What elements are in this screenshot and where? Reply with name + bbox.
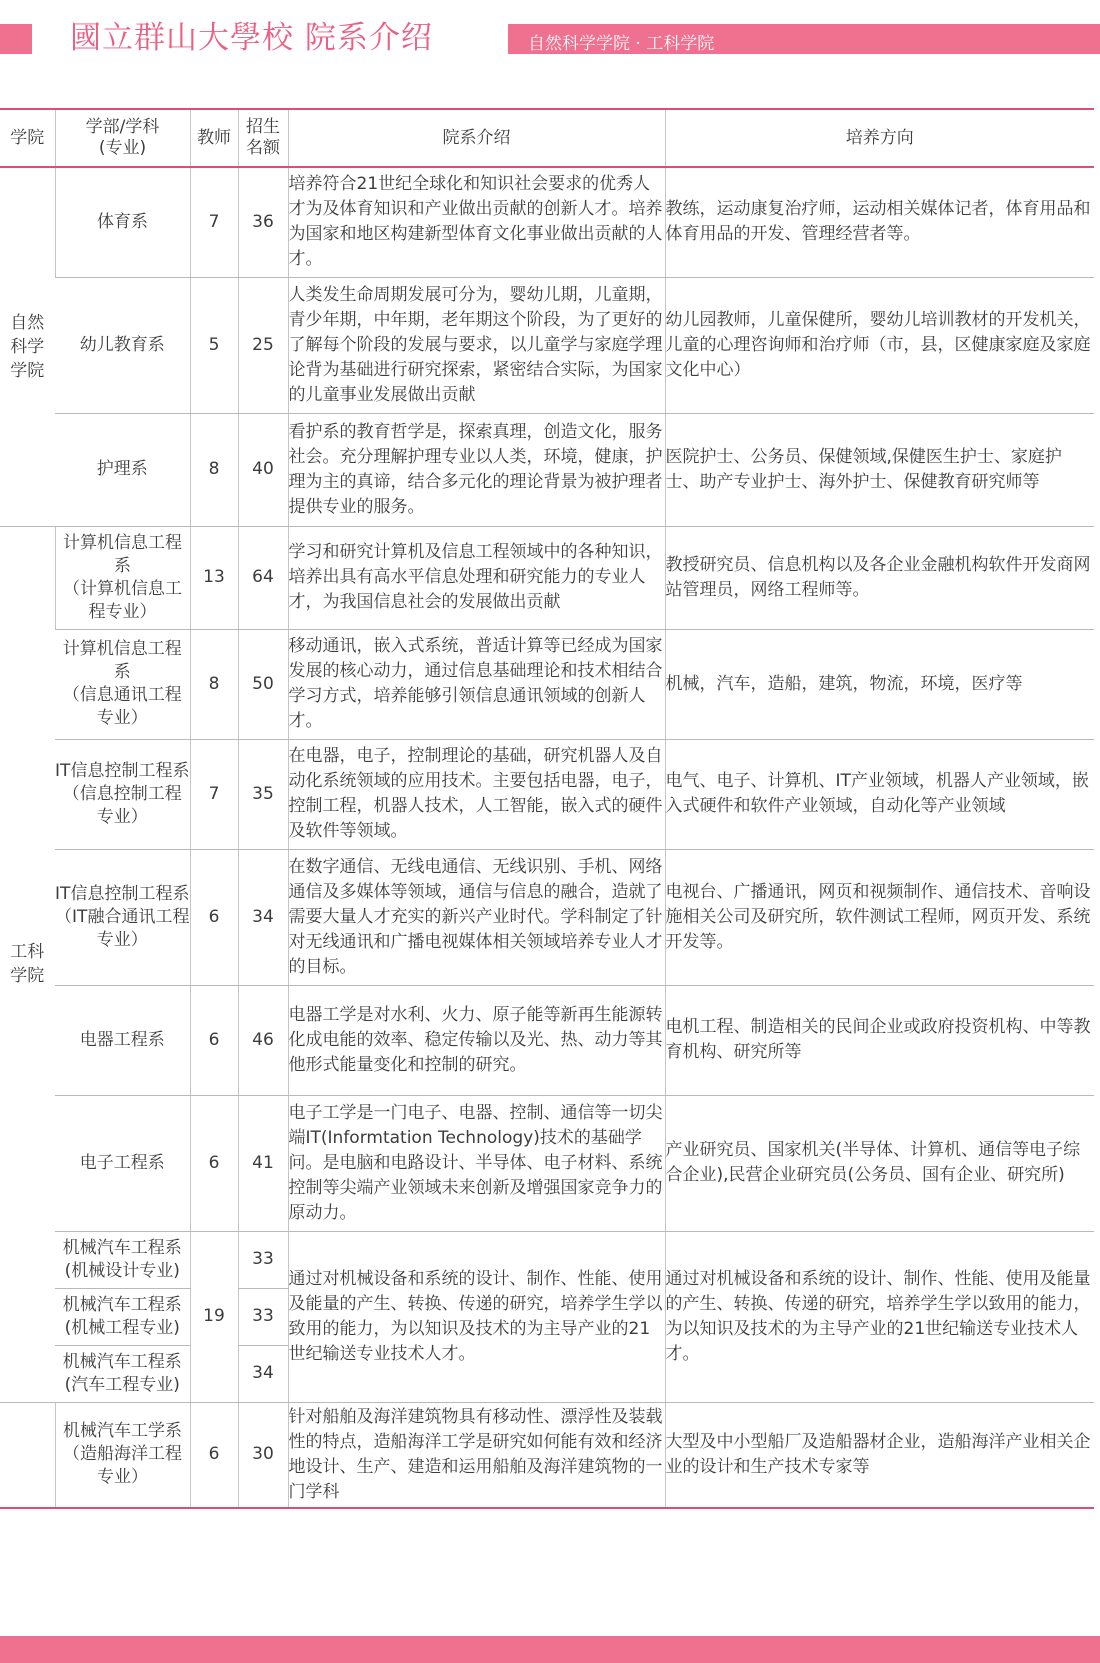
career-direction: 通过对机械设备和系统的设计、制作、性能、使用及能量的产生、转换、传递的研究，培养学生学以致用的能力，为以知识及技术的为主导产业的21世纪输送专业技术人才。 [665, 1231, 1094, 1402]
dept-name: 计算机信息工程系 （计算机信息工程专业） [55, 526, 190, 629]
footer-bar [0, 1636, 1100, 1663]
dept-intro: 通过对机械设备和系统的设计、制作、性能、使用及能量的产生、转换、传递的研究，培养学生学以致用的能力，为以知识及技术的为主导产业的21世纪输送专业技术人才。 [288, 1231, 665, 1402]
quota-count: 33 [238, 1231, 288, 1288]
header-right-bar [508, 24, 1100, 54]
dept-intro: 人类发生命周期发展可分为，婴幼儿期，儿童期，青少年期，中年期，老年期这个阶段，为了更好的了解每个阶段的发展与要求，以儿童学与家庭学理论背为基础进行研究探索，紧密结合实际，为国家的儿童事业发展做出贡献 [288, 277, 665, 413]
header-college: 学院 [0, 109, 55, 167]
header-direction: 培养方向 [665, 109, 1094, 167]
dept-name: IT信息控制工程系 （IT融合通讯工程专业） [55, 849, 190, 985]
dept-name: 机械汽车工程系 (机械工程专业) [55, 1288, 190, 1345]
page-title: 國立群山大學校 院系介绍 [70, 20, 433, 56]
table-row [0, 1095, 1094, 1231]
quota-count: 40 [238, 413, 288, 526]
college-empty [0, 1402, 55, 1508]
career-direction: 电视台、广播通讯，网页和视频制作、通信技术、音响设施相关公司及研究所，软件测试工程师，网页开发、系统开发等。 [665, 849, 1094, 985]
header-dept: 学部/学科 (专业) [55, 109, 190, 167]
table-row [0, 985, 1094, 1095]
career-direction: 电机工程、制造相关的民间企业或政府投资机构、中等教育机构、研究所等 [665, 985, 1094, 1095]
dept-name: 电子工程系 [55, 1095, 190, 1231]
quota-count: 50 [238, 629, 288, 739]
dept-intro: 电子工学是一门电子、电器、控制、通信等一切尖端IT(Informtation Technology)技术的基础学问。是电脑和电路设计、半导体、电子材料、系统控制等尖端产业领域未来创新及增强国家竞争力的原动力。 [288, 1095, 665, 1231]
teacher-count: 8 [190, 629, 238, 739]
teacher-count: 7 [190, 167, 238, 277]
department-table [0, 108, 1094, 1509]
career-direction: 教练，运动康复治疗师，运动相关媒体记者，体育用品和体育用品的开发、管理经营者等。 [665, 167, 1094, 277]
career-direction: 教授研究员、信息机构以及各企业金融机构软件开发商网站管理员，网络工程师等。 [665, 526, 1094, 629]
teacher-count: 19 [190, 1231, 238, 1402]
table-row [0, 1231, 1094, 1288]
college-natural: 自然 科学 学院 [0, 167, 55, 526]
dept-name: 计算机信息工程系 （信息通讯工程专业） [55, 629, 190, 739]
dept-intro: 在电器，电子，控制理论的基础，研究机器人及自动化系统领域的应用技术。主要包括电器，电子，控制工程，机器人技术，人工智能，嵌入式的硬件及软件等领域。 [288, 739, 665, 849]
teacher-count: 7 [190, 739, 238, 849]
header-intro: 院系介绍 [288, 109, 665, 167]
dept-name: 机械汽车工学系 （造船海洋工程专业） [55, 1402, 190, 1508]
career-direction: 电气、电子、计算机、IT产业领域，机器人产业领域，嵌入式硬件和软件产业领域，自动化等产业领域 [665, 739, 1094, 849]
quota-count: 46 [238, 985, 288, 1095]
teacher-count: 6 [190, 1402, 238, 1508]
table-row [0, 849, 1094, 985]
career-direction: 幼儿园教师，儿童保健所，婴幼儿培训教材的开发机关，儿童的心理咨询师和治疗师（市，县，区健康家庭及家庭文化中心） [665, 277, 1094, 413]
dept-name: 护理系 [55, 413, 190, 526]
teacher-count: 8 [190, 413, 238, 526]
table-row [0, 1402, 1094, 1508]
teacher-count: 6 [190, 985, 238, 1095]
header-subtitle: 自然科学学院 · 工科学院 [528, 34, 715, 54]
career-direction: 机械，汽车，造船，建筑，物流，环境，医疗等 [665, 629, 1094, 739]
teacher-count: 6 [190, 849, 238, 985]
table-row [0, 413, 1094, 526]
dept-name: 幼儿教育系 [55, 277, 190, 413]
dept-intro: 培养符合21世纪全球化和知识社会要求的优秀人才为及体育知识和产业做出贡献的创新人才。培养为国家和地区构建新型体育文化事业做出贡献的人才。 [288, 167, 665, 277]
table-row [0, 739, 1094, 849]
dept-name: 机械汽车工程系 (汽车工程专业) [55, 1345, 190, 1402]
dept-name: 电器工程系 [55, 985, 190, 1095]
teacher-count: 5 [190, 277, 238, 413]
career-direction: 医院护士、公务员、保健领域,保健医生护士、家庭护士、助产专业护士、海外护士、保健教育研究师等 [665, 413, 1094, 526]
teacher-count: 13 [190, 526, 238, 629]
quota-count: 30 [238, 1402, 288, 1508]
dept-intro: 看护系的教育哲学是，探索真理，创造文化，服务社会。充分理解护理专业以人类，环境，健康，护理为主的真谛，结合多元化的理论背景为被护理者提供专业的服务。 [288, 413, 665, 526]
quota-count: 34 [238, 849, 288, 985]
header-teachers: 教师 [190, 109, 238, 167]
teacher-count: 6 [190, 1095, 238, 1231]
table-header-row [0, 109, 1094, 167]
quota-count: 36 [238, 167, 288, 277]
dept-intro: 学习和研究计算机及信息工程领域中的各种知识，培养出具有高水平信息处理和研究能力的专业人才，为我国信息社会的发展做出贡献 [288, 526, 665, 629]
college-engineering: 工科 学院 [0, 526, 55, 1402]
table-row [0, 277, 1094, 413]
table-row [0, 629, 1094, 739]
dept-intro: 移动通讯，嵌入式系统，普适计算等已经成为国家发展的核心动力，通过信息基础理论和技术相结合学习方式，培养能够引领信息通讯领域的创新人才。 [288, 629, 665, 739]
table-row [0, 167, 1094, 277]
header-left-bar [0, 24, 32, 54]
quota-count: 64 [238, 526, 288, 629]
quota-count: 41 [238, 1095, 288, 1231]
dept-name: 机械汽车工程系 (机械设计专业) [55, 1231, 190, 1288]
career-direction: 产业研究员、国家机关(半导体、计算机、通信等电子综合企业),民营企业研究员(公务员、国有企业、研究所) [665, 1095, 1094, 1231]
dept-name: 体育系 [55, 167, 190, 277]
table-row [0, 526, 1094, 629]
dept-intro: 在数字通信、无线电通信、无线识别、手机、网络通信及多媒体等领域，通信与信息的融合，造就了需要大量人才充实的新兴产业时代。学科制定了针对无线通讯和广播电视媒体相关领域培养专业人才的目标。 [288, 849, 665, 985]
quota-count: 35 [238, 739, 288, 849]
career-direction: 大型及中小型船厂及造船器材企业，造船海洋产业相关企业的设计和生产技术专家等 [665, 1402, 1094, 1508]
dept-intro: 针对船舶及海洋建筑物具有移动性、漂浮性及装载性的特点，造船海洋工学是研究如何能有效和经济地设计、生产、建造和运用船舶及海洋建筑物的一门学科 [288, 1402, 665, 1508]
header-quota: 招生 名额 [238, 109, 288, 167]
quota-count: 33 [238, 1288, 288, 1345]
quota-count: 34 [238, 1345, 288, 1402]
dept-intro: 电器工学是对水利、火力、原子能等新再生能源转化成电能的效率、稳定传输以及光、热、动力等其他形式能量变化和控制的研究。 [288, 985, 665, 1095]
quota-count: 25 [238, 277, 288, 413]
dept-name: IT信息控制工程系 （信息控制工程专业） [55, 739, 190, 849]
